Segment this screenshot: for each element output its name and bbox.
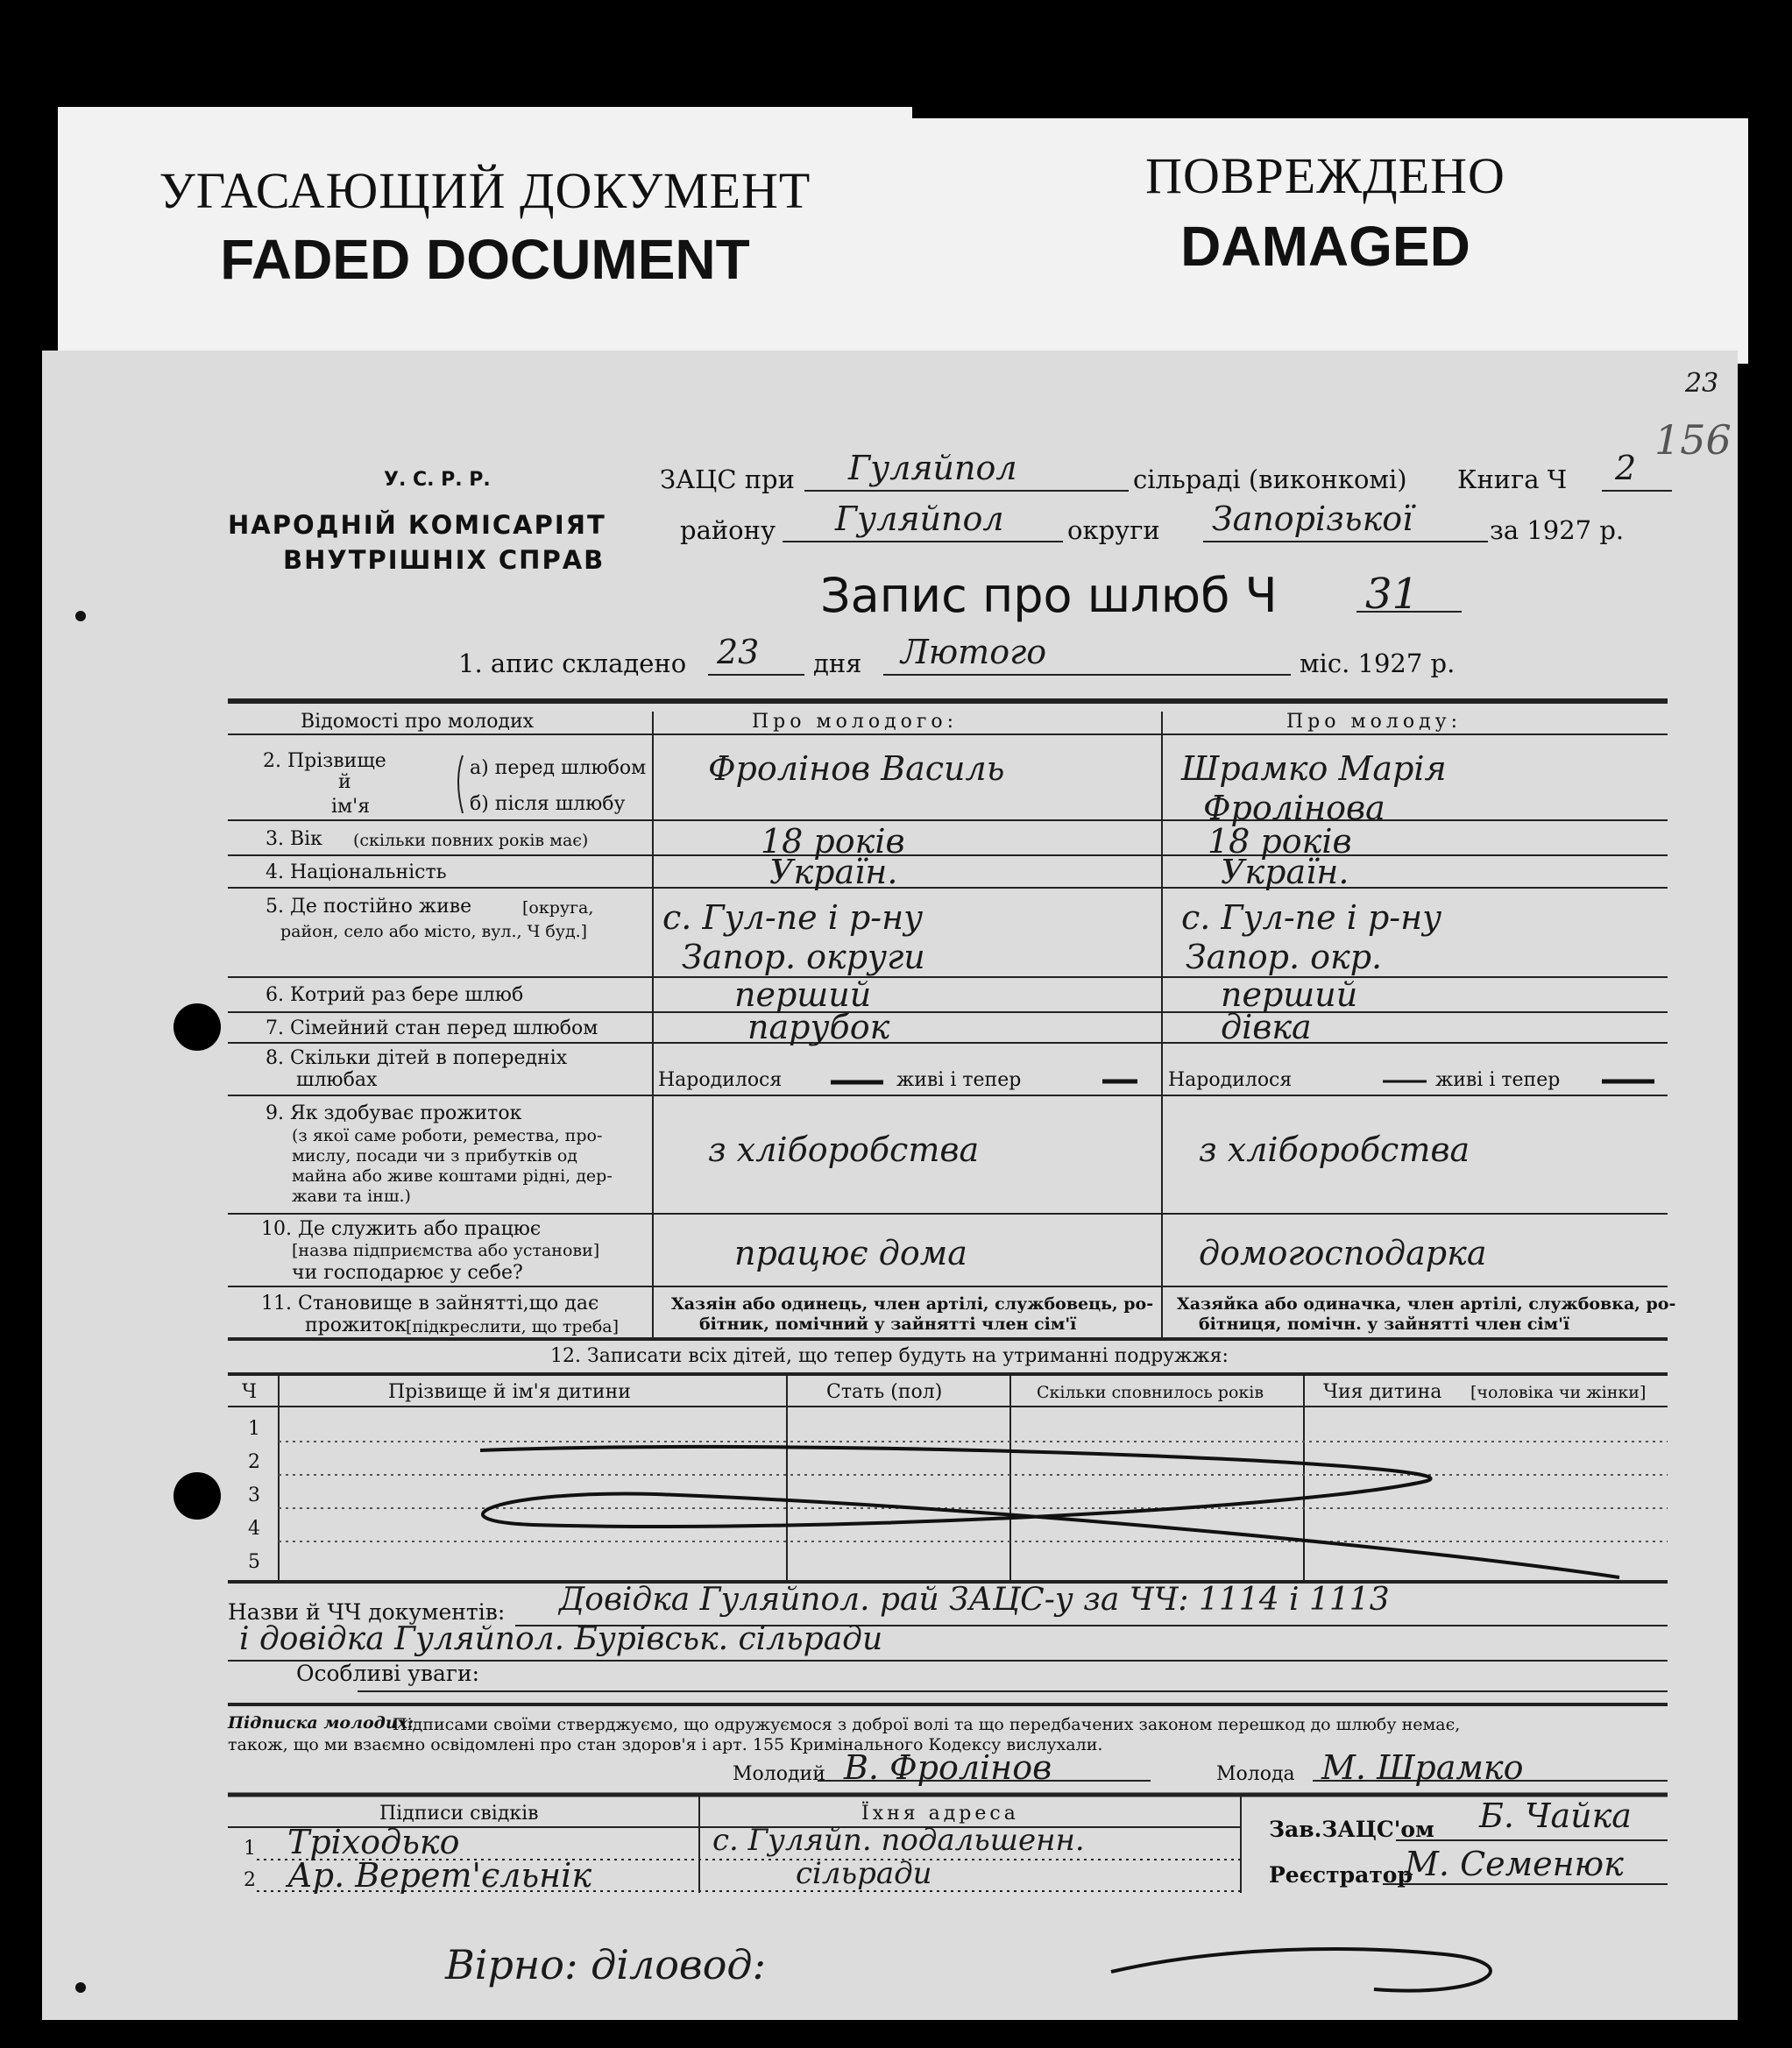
zags-label: ЗАЦС при <box>660 464 795 494</box>
row2-label-and: й <box>338 771 351 793</box>
col-bride-header: Про молоду: <box>1286 711 1462 733</box>
row4-label: 4. Національність <box>266 861 447 883</box>
row3-label: 3. Вік <box>266 828 322 850</box>
groom-position-options-1: Хазяін або одинець, член артілі, службовець, ро- <box>671 1294 1154 1314</box>
row2-before: а) перед шлюбом <box>470 757 647 779</box>
oath-lead: Підписка молодих: <box>228 1713 414 1733</box>
row9-label: 9. Як здобуває прожиток <box>266 1102 522 1124</box>
zags-place: Гуляйпол <box>848 449 1017 487</box>
children-title: 12. Записати всіх дітей, що тепер будуть на утриманні подружжя: <box>550 1345 1229 1367</box>
registrar-label: Реєстратор <box>1269 1862 1413 1888</box>
record-month: Лютого <box>901 633 1047 671</box>
row5-note-2: район, село або місто, вул., Ч буд.] <box>280 922 588 941</box>
book-label: Книга Ч <box>1457 464 1568 494</box>
children-col-age: Скільки сповнилось років <box>1037 1383 1264 1402</box>
groom-position-options-2: бітник, помічний у зайнятті член сім'ї <box>699 1315 1077 1334</box>
row8-label-1: 8. Скільки дітей в попередніх <box>266 1047 568 1069</box>
witnesses-col-sign: Підписи свідків <box>379 1803 539 1825</box>
faded-label-ru: УГАСАЮЩИЙ ДОКУМЕНТ <box>159 162 811 219</box>
bride-born-label: Народилося <box>1168 1069 1293 1091</box>
witness-address: с. Гуляйп. подальшенн. <box>712 1823 1085 1858</box>
row9-note-1: (з якої саме роботи, ремества, про- <box>292 1126 603 1145</box>
groom-residence-2: Запор. округи <box>682 938 925 976</box>
district-label: району <box>680 515 776 545</box>
book-number: 2 <box>1615 449 1637 487</box>
damaged-label <box>903 118 1748 364</box>
witness-address: сільради <box>796 1856 932 1891</box>
bride-status: дівка <box>1221 1008 1312 1046</box>
children-col-whose-note: [чоловіка чи жінки] <box>1470 1383 1647 1402</box>
children-row-number: 3 <box>248 1485 260 1506</box>
bride-signature-label: Молода <box>1216 1763 1295 1785</box>
bride-occupation: з хліборобства <box>1199 1130 1470 1169</box>
row2-label: 2. Прізвище <box>263 750 386 772</box>
head-label: Зав.ЗАЦС'ом <box>1269 1817 1434 1842</box>
documents-line-1: Довідка Гуляйпол. рай ЗАЦС-у за ЧЧ: 1114 і 1113 <box>559 1582 1390 1618</box>
groom-name-before: Фролінов Василь <box>708 749 1005 788</box>
documents-line-2: і довідка Гуляйпол. Бурівськ. сільради <box>239 1621 883 1657</box>
record-date-label: 1. апис складено <box>458 648 687 678</box>
record-year-label: міс. 1927 р. <box>1300 648 1456 678</box>
bride-position-options-2: бітниця, помічн. у зайнятті член сім'ї <box>1199 1315 1570 1334</box>
row7-label: 7. Сімейний стан перед шлюбом <box>266 1017 599 1039</box>
certified-note: Вірно: діловод: <box>445 1941 767 1988</box>
groom-nationality: Україн. <box>769 853 898 891</box>
bride-residence-2: Запор. окр. <box>1186 938 1383 976</box>
commissariat-line-2: ВНУТРІШНІХ СПРАВ <box>283 545 606 575</box>
groom-workplace: працює дома <box>734 1234 967 1272</box>
faded-document-label <box>58 107 912 361</box>
bride-name-after: Фролінова <box>1203 789 1385 827</box>
bride-alive-label: живі і тепер <box>1435 1069 1561 1091</box>
children-row-number: 4 <box>248 1518 260 1540</box>
row10-note-2: чи господарює у себе? <box>292 1262 523 1284</box>
page-number-small: 23 <box>1685 368 1719 399</box>
col-info-header: Відомості про молодих <box>301 711 535 733</box>
year-label: за 1927 р. <box>1490 515 1625 545</box>
bride-position-options-1: Хазяйка або одиначка, член артілі, службовка, ро- <box>1177 1294 1676 1314</box>
bride-residence-1: с. Гул-пе і р-ну <box>1181 898 1442 937</box>
documents-label: Назви й ЧЧ документів: <box>228 1599 506 1625</box>
district-value: Гуляйпол <box>835 500 1004 538</box>
row11-label-2: прожиток <box>305 1315 407 1336</box>
row5-label: 5. Де постійно живе <box>266 896 472 918</box>
witness-number: 1 <box>244 1838 256 1860</box>
witnesses-col-address: Їхня адреса <box>861 1803 1019 1825</box>
groom-status: парубок <box>747 1008 890 1046</box>
bride-marriage-number: перший <box>1221 975 1358 1014</box>
council-label: сільраді (виконкомі) <box>1133 464 1407 494</box>
groom-marriage-number: перший <box>734 975 872 1014</box>
children-row-number: 1 <box>248 1418 260 1440</box>
groom-residence-1: с. Гул-пе і р-ну <box>662 898 924 937</box>
registrar-signature: М. Семенюк <box>1405 1845 1624 1883</box>
damaged-label-en: DAMAGED <box>1180 215 1470 278</box>
children-col-sex: Стать (пол) <box>826 1381 943 1403</box>
okrug-value: Запорізької <box>1212 500 1413 538</box>
groom-signature: В. Фролінов <box>844 1748 1052 1787</box>
record-day-label: дня <box>813 648 862 678</box>
children-col-name: Прізвище й ім'я дитини <box>388 1381 631 1403</box>
row3-note: (скільки повних років має) <box>353 831 589 850</box>
groom-alive-label: живі і тепер <box>896 1069 1022 1091</box>
children-col-no: Ч <box>242 1381 258 1403</box>
page-number: 156 <box>1654 416 1732 464</box>
head-signature: Б. Чайка <box>1479 1796 1632 1835</box>
col-groom-header: Про молодого: <box>752 711 959 733</box>
children-row-number: 2 <box>248 1451 260 1473</box>
row9-note-3: майна або живе коштами рідні, дер- <box>292 1166 613 1186</box>
row2-after: б) після шлюбу <box>470 793 626 815</box>
page-title: Запис про шлюб Ч <box>820 568 1278 623</box>
row2-label-name: ім'я <box>331 796 371 818</box>
republic-label: У. С. Р. Р. <box>384 469 491 491</box>
bride-name-before: Шрамко Марія <box>1181 749 1447 788</box>
damaged-label-ru: ПОВРЕЖДЕНО <box>1145 147 1505 204</box>
bride-signature: М. Шрамко <box>1321 1748 1524 1787</box>
row6-label: 6. Котрий раз бере шлюб <box>266 984 524 1006</box>
children-col-whose: Чия дитина <box>1323 1381 1442 1403</box>
oath-line-1: Підписами своїми стверджуємо, що одружуємося з доброї волі та що передбачених законом перешкод до шлюбу немає, <box>393 1715 1461 1734</box>
groom-signature-label: Молодий <box>733 1763 825 1785</box>
record-day: 23 <box>717 633 760 671</box>
row5-note-1: [округа, <box>522 898 594 918</box>
remarks-label: Особливі уваги: <box>296 1661 480 1686</box>
faded-label-en: FADED DOCUMENT <box>220 228 750 291</box>
children-row-number: 5 <box>248 1551 260 1573</box>
groom-occupation: з хліборобства <box>708 1130 980 1169</box>
oath-line-2: також, що ми взаємно освідомлені про стан здоров'я і арт. 155 Кримінального Кодексу вислухали. <box>228 1735 1103 1754</box>
groom-born-label: Народилося <box>658 1069 783 1091</box>
record-number: 31 <box>1365 570 1420 619</box>
row9-note-4: жави та інш.) <box>292 1187 411 1206</box>
row11-label-1: 11. Становище в зайнятті,що дає <box>261 1293 599 1315</box>
witness-name: Ар. Верет'єльнік <box>287 1856 592 1895</box>
row11-note: [підкреслити, що треба] <box>406 1317 620 1336</box>
witness-number: 2 <box>244 1869 256 1891</box>
witness-name: Тріходько <box>287 1823 460 1861</box>
row9-note-2: мислу, посади чи з прибутків од <box>292 1146 577 1166</box>
commissariat-line-1: НАРОДНІЙ КОМІСАРІЯТ <box>228 510 606 540</box>
row10-note-1: [назва підприємства або установи] <box>292 1241 600 1260</box>
row8-label-2: шлюбах <box>296 1069 378 1091</box>
groom-age: 18 років <box>761 822 905 861</box>
bride-workplace: домогосподарка <box>1199 1234 1487 1272</box>
okrug-label: округи <box>1067 515 1160 545</box>
row10-label: 10. Де служить або працює <box>261 1218 542 1240</box>
marriage-record-form <box>42 351 1738 2020</box>
bride-nationality: Україн. <box>1221 853 1349 891</box>
bride-age: 18 років <box>1208 822 1352 861</box>
